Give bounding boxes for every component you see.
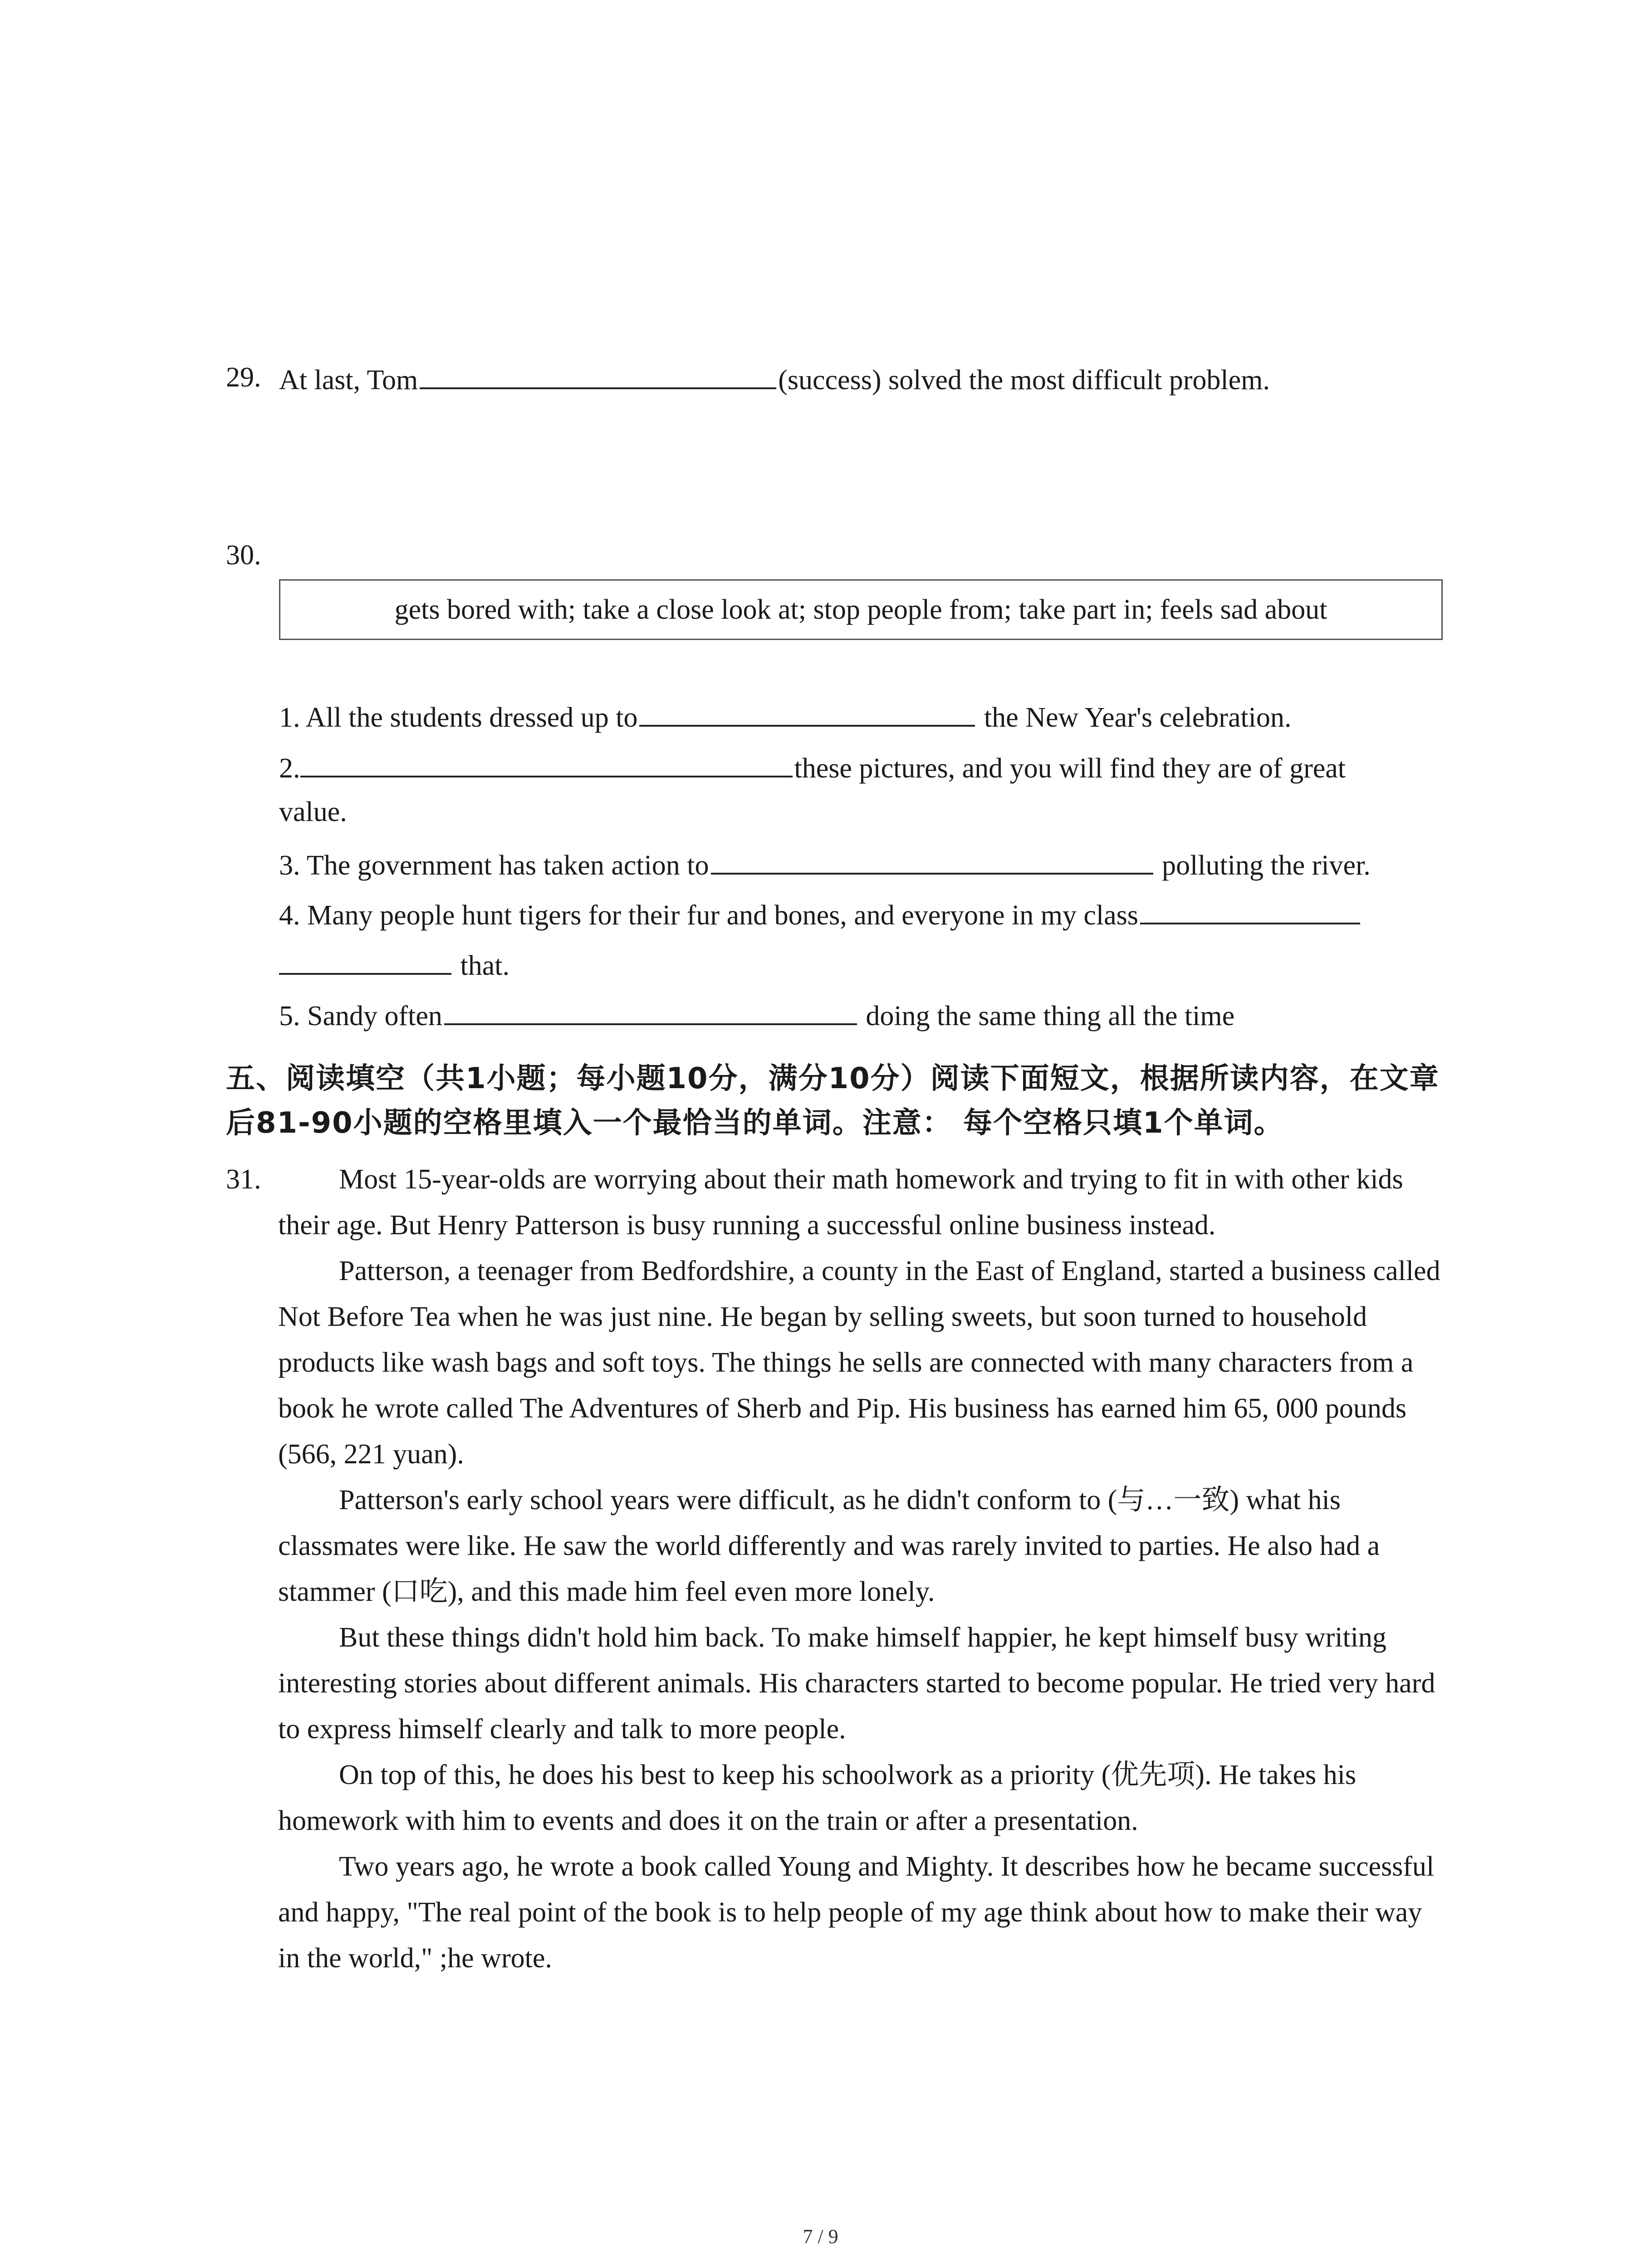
q30-item-text: 4. Many people hunt tigers for their fur and bones, and everyone in my class <box>279 900 1138 931</box>
q30-item-1 <box>279 697 1291 736</box>
q30-item-text: value. <box>279 797 347 827</box>
q30-item-4 <box>279 894 1362 934</box>
q30-item-2-continuation <box>279 794 347 830</box>
answer-blank[interactable] <box>444 995 857 1025</box>
section-heading-line-2: 后81-90小题的空格里填入一个最恰当的单词。注意： 每个空格只填1个单词。 <box>226 1106 1284 1140</box>
answer-blank[interactable] <box>711 845 1153 875</box>
passage-paragraph: Two years ago, he wrote a book called Young and Mighty. It describes how he became successful and happy, "The real point of the book is to help people of my age think about how to make their way in the world," ;he wrote. <box>278 1851 1435 1974</box>
reading-passage <box>278 1157 1449 1981</box>
passage-paragraph: Patterson's early school years were difficult, as he didn't conform to (与…一致) what his classmates were like. He saw the world differently and was rarely invited to parties. He also had a stammer (口吃), and this made him feel even more lonely. <box>278 1485 1380 1607</box>
q30-item-5 <box>279 995 1234 1034</box>
passage-paragraph: On top of this, he does his best to keep his schoolwork as a priority (优先项). He takes his homework with him to events and does it on the train or after a presentation. <box>278 1760 1356 1836</box>
q30-item-text: 1. All the students dressed up to <box>279 702 638 733</box>
q29-after-text: (success) solved the most difficult problem. <box>778 365 1270 396</box>
q30-item-text: polluting the river. <box>1155 850 1371 881</box>
page-number: 7 / 9 <box>803 2225 838 2248</box>
q30-item-text: the New Year's celebration. <box>977 702 1292 733</box>
section-heading-line-1: 五、阅读填空（共1小题；每小题10分，满分10分）阅读下面短文，根据所读内容，在文章 <box>226 1062 1440 1095</box>
answer-blank[interactable] <box>420 359 776 389</box>
passage-paragraph: Most 15-year-olds are worrying about their math homework and trying to fit in with other kids their age. But Henry Patterson is busy running a successful online business instead. <box>278 1164 1403 1241</box>
q30-item-text: doing the same thing all the time <box>858 1001 1235 1031</box>
answer-blank[interactable] <box>300 748 793 777</box>
q30-item-text: these pictures, and you will find they are of great <box>794 753 1346 784</box>
q30-item-2 <box>279 748 1346 787</box>
question-29 <box>279 359 1270 398</box>
q30-item-text: 2. <box>279 753 300 784</box>
word-bank-text: gets bored with; take a close look at; stop people from; take part in; feels sad about <box>394 594 1327 625</box>
answer-blank[interactable] <box>639 697 975 727</box>
passage-paragraph: Patterson, a teenager from Bedfordshire, a county in the East of England, started a business called Not Before Tea when he was just nine. He began by selling sweets, but soon turned to household products like wash bags and soft toys. The things he sells are connected with many characters from a book he wrote called The Adventures of Sherb and Pip. His business has earned him 65, 000 pounds (566, 221 yuan). <box>278 1256 1440 1470</box>
q30-item-text: that. <box>453 950 509 981</box>
answer-blank[interactable] <box>279 945 451 975</box>
q30-item-text: 5. Sandy often <box>279 1001 442 1031</box>
word-bank-box <box>279 579 1443 640</box>
q30-item-4-continuation <box>279 945 509 984</box>
passage-paragraph: But these things didn't hold him back. To make himself happier, he kept himself busy writing interesting stories about different animals. His characters started to become popular. He tried very hard to express himself clearly and talk to more people. <box>278 1622 1435 1745</box>
question-number-30: 30. <box>226 540 261 571</box>
question-number-31: 31. <box>226 1164 261 1195</box>
question-number-29: 29. <box>226 362 261 393</box>
q29-before-text: At last, Tom <box>279 365 418 396</box>
q30-item-3 <box>279 845 1371 884</box>
q30-item-text: 3. The government has taken action to <box>279 850 709 881</box>
answer-blank[interactable] <box>1140 894 1360 924</box>
